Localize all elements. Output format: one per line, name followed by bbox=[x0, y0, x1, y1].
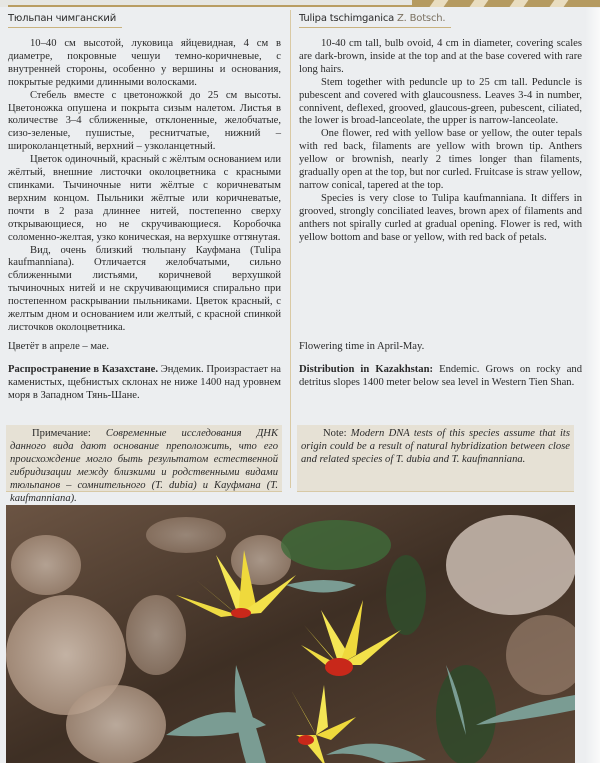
note-box-ru bbox=[6, 425, 282, 504]
distribution-en bbox=[299, 364, 582, 390]
distribution-text: Endemic. Grows on rocky and detritus slopes 1400 meter below sea level in Western Tien Shan. bbox=[299, 363, 582, 388]
note-label: Note: bbox=[323, 428, 351, 439]
header-ornament bbox=[412, 0, 600, 7]
note-label: Примечание: bbox=[32, 428, 106, 439]
distribution-text: Эндемик. Произрастает на каменистых, щебнистых склонах не ниже 1400 над уровнем моря в Западном Тянь-Шане. bbox=[8, 363, 281, 401]
flowering-ru bbox=[8, 341, 281, 354]
species-heading-ru bbox=[8, 9, 122, 28]
flowering-text: Flowering time in April-May. bbox=[299, 341, 425, 352]
heading-author: Z. Botsch. bbox=[394, 13, 446, 24]
paragraph: Stem together with peduncle up to 25 cm tall. Peduncle is pubescent and covered with glaucousness. Leaves 3-4 in number, connivent, deflexed, grooved, glaucous-green, pubescent, ciliated, the lower is broad-lanceolate, the upper is narrow-lanceolate. bbox=[299, 76, 582, 127]
note-text: Современные исследования ДНК данного вида дают основание преположить, что его происхождение могло быть результатом естественной гибридизации между близкими и родственными видами тюльпанов – сомнительного (T. dubia) и Кауфмана (T. kaufmanniana). bbox=[10, 428, 278, 504]
heading-text: Tulipa tschimganica bbox=[299, 13, 395, 24]
paragraph: Цветок одиночный, красный с жёлтым основанием или жёлтый, внешние листочки околоцветника с красными спинками. Тычиночные нити жёлтые с коричневатым верхним концом. Пыльники жёлтые или коричневатые, почти в 2 раза длиннее нитей, постепенно сверху открывающиеся, но не скручивающиеся. Коробочка соломенно-желтая, узко коническая, на верхушке оттянутая. bbox=[8, 154, 281, 243]
paragraph: Вид, очень близкий тюльпану Кауфмана (Tulipa kaufmanniana). Отличается желобчатыми, сильно сближенными листьями, коричневой верхушкой тычиночных нитей и не скручивающимися спирально при постепенном раскрывании пыльниками. Цветок красный, с желтым дном и основанием или желтый, с красной спинкой листочков околоцветника. bbox=[8, 244, 281, 333]
left-column-russian bbox=[8, 8, 281, 403]
distribution-label: Распространение в Казахстане. bbox=[8, 363, 158, 375]
note-box-en bbox=[297, 425, 574, 492]
right-column-english bbox=[299, 8, 582, 390]
heading-text: Тюльпан чимганский bbox=[8, 13, 117, 24]
column-divider bbox=[290, 10, 291, 488]
distribution-label: Distribution in Kazakhstan: bbox=[299, 363, 434, 375]
flowering-en bbox=[299, 341, 582, 354]
page-edge bbox=[585, 8, 600, 763]
flowering-text: Цветёт в апреле – мае. bbox=[8, 341, 110, 352]
description-en bbox=[299, 38, 582, 341]
paragraph: 10-40 cm tall, bulb ovoid, 4 cm in diameter, covering scales are dark-brown, inside at the top and at the base covered with rare long hairs. bbox=[299, 38, 582, 75]
tulip-photo-illustration bbox=[6, 505, 575, 763]
note-text: Modern DNA tests of this species assume that its origin could be a result of natural hybridization between close and related species of T. dubia and T. kaufmanniana. bbox=[301, 428, 570, 465]
top-header-strip bbox=[0, 0, 600, 7]
paragraph: One flower, red with yellow base or yellow, the outer tepals with red back, filaments are yellow with brown tip. Anthers yellow or brownish, nearly 2 times longer than filaments, gradually open at the top, but nor curled. Fruitcase is straw yellow, narrow conical, tapered at the top. bbox=[299, 128, 582, 191]
species-heading-en bbox=[299, 9, 451, 28]
paragraph: 10–40 см высотой, луковица яйцевидная, 4 см в диаметре, покровные чешуи темно-коричневые, с внутренней стороны, особенно у вершины и основания, покрытые редкими длинными волосками. bbox=[8, 38, 281, 88]
distribution-ru bbox=[8, 364, 281, 403]
description-ru bbox=[8, 38, 281, 341]
tulip-photo bbox=[6, 505, 575, 763]
header-rule bbox=[8, 5, 413, 7]
paragraph: Species is very close to Tulipa kaufmanniana. It differs in grooved, strongly conciliated leaves, brown apex of filaments and anthers not spirally curled at gradual opening. Flower is red, with yellow bottom and base or yellow, with red back of petals. bbox=[299, 192, 582, 243]
paragraph: Стебель вместе с цветоножкой до 25 см высоты. Цветоножка опушена и покрыта сизым налетом. Листья в количестве 3–4 сближенные, отклоненные, желобчатые, сизо-зеленые, пушистые, реснитчатые, нижний – широколанцетный, верхний – узколанцетный. bbox=[8, 89, 281, 153]
